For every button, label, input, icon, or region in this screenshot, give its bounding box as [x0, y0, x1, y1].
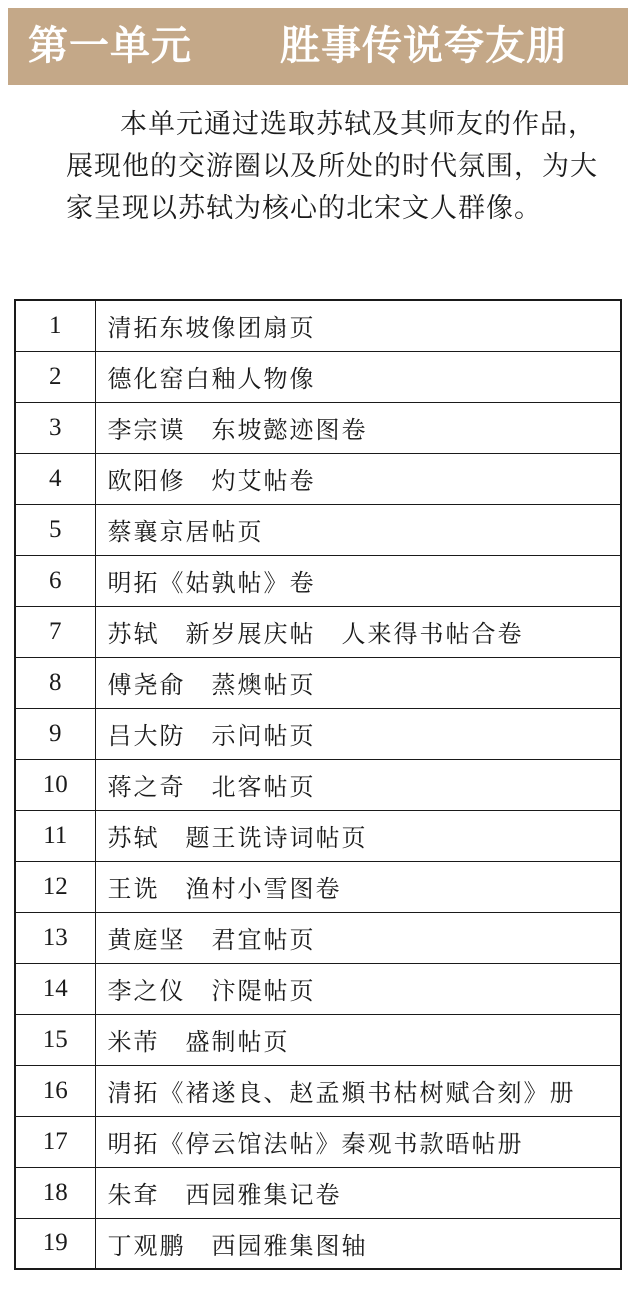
table-row: [15, 1167, 621, 1218]
table-row: [15, 912, 621, 963]
item-name: 德化窑白釉人物像: [95, 351, 621, 402]
item-number: 8: [15, 657, 95, 708]
unit-number: 第一单元: [28, 23, 192, 69]
item-number: 4: [15, 453, 95, 504]
table-row: [15, 555, 621, 606]
table-row: [15, 606, 621, 657]
item-name: 米芾 盛制帖页: [95, 1014, 621, 1065]
unit-title: 胜事传说夸友朋: [280, 23, 567, 69]
item-number: 13: [15, 912, 95, 963]
item-number: 16: [15, 1065, 95, 1116]
item-name: 清拓东坡像团扇页: [95, 300, 621, 351]
item-name: 苏轼 新岁展庆帖 人来得书帖合卷: [95, 606, 621, 657]
item-name: 明拓《姑孰帖》卷: [95, 555, 621, 606]
item-name: 朱耷 西园雅集记卷: [95, 1167, 621, 1218]
item-number: 12: [15, 861, 95, 912]
item-number: 10: [15, 759, 95, 810]
item-name: 王诜 渔村小雪图卷: [95, 861, 621, 912]
exhibit-table: [14, 299, 622, 1270]
intro-paragraph: 本单元通过选取苏轼及其师友的作品，展现他的交游圈以及所处的时代氛围，为大家呈现以苏轼为核心的北宋文人群像。: [66, 109, 598, 224]
table-row: [15, 402, 621, 453]
table-row: [15, 453, 621, 504]
table-row: [15, 963, 621, 1014]
item-number: 6: [15, 555, 95, 606]
item-number: 17: [15, 1116, 95, 1167]
item-name: 李之仪 汴隄帖页: [95, 963, 621, 1014]
item-number: 9: [15, 708, 95, 759]
table-row: [15, 504, 621, 555]
table-row: [15, 657, 621, 708]
item-name: 丁观鹏 西园雅集图轴: [95, 1218, 621, 1269]
table-row: [15, 1014, 621, 1065]
table-row: [15, 1218, 621, 1269]
item-name: 李宗谟 东坡懿迹图卷: [95, 402, 621, 453]
item-name: 清拓《褚遂良、赵孟頫书枯树赋合刻》册: [95, 1065, 621, 1116]
item-number: 11: [15, 810, 95, 861]
item-name: 明拓《停云馆法帖》秦观书款晤帖册: [95, 1116, 621, 1167]
item-number: 18: [15, 1167, 95, 1218]
table-row: [15, 1065, 621, 1116]
item-number: 14: [15, 963, 95, 1014]
item-name: 黄庭坚 君宜帖页: [95, 912, 621, 963]
table-row: [15, 300, 621, 351]
item-number: 7: [15, 606, 95, 657]
item-name: 苏轼 题王诜诗词帖页: [95, 810, 621, 861]
item-name: 蒋之奇 北客帖页: [95, 759, 621, 810]
table-row: [15, 708, 621, 759]
item-number: 5: [15, 504, 95, 555]
item-name: 傅尧俞 蒸燠帖页: [95, 657, 621, 708]
table-row: [15, 810, 621, 861]
table-row: [15, 759, 621, 810]
item-number: 19: [15, 1218, 95, 1269]
unit-banner: [8, 8, 628, 85]
item-number: 1: [15, 300, 95, 351]
item-number: 15: [15, 1014, 95, 1065]
table-row: [15, 1116, 621, 1167]
item-number: 3: [15, 402, 95, 453]
item-number: 2: [15, 351, 95, 402]
item-name: 吕大防 示问帖页: [95, 708, 621, 759]
table-row: [15, 861, 621, 912]
item-name: 蔡襄京居帖页: [95, 504, 621, 555]
item-name: 欧阳修 灼艾帖卷: [95, 453, 621, 504]
table-row: [15, 351, 621, 402]
